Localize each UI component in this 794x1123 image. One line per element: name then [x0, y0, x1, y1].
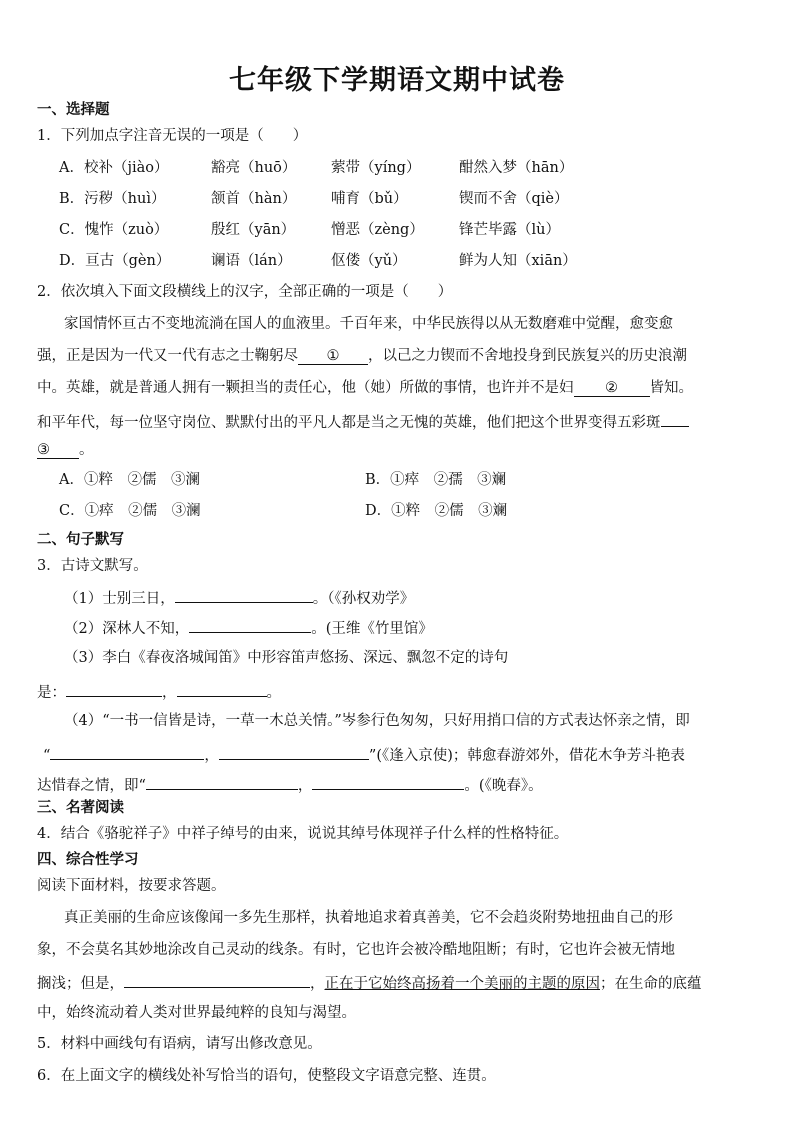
- q3-item-4-line-2: [43, 743, 685, 766]
- q3-item-4-line-3: [37, 773, 543, 796]
- q3-item-2-source: 。(王维《竹里馆》: [311, 621, 433, 637]
- material-line-3: [37, 971, 702, 994]
- q1-option-b-word4: 锲而不舍（qiè）: [459, 191, 569, 207]
- q1-option-a-word3: 萦带（yíng）: [331, 160, 421, 176]
- q3-item-4-text: ”(《逢入京使)；韩愈春游郊外，借花木争芳斗艳表: [368, 748, 685, 764]
- q3-item-2-blank[interactable]: [189, 616, 311, 633]
- open-quote: “: [43, 748, 51, 764]
- q2-blank-2[interactable]: ②: [574, 380, 650, 397]
- section-heading-classics: 三、名著阅读: [37, 800, 124, 816]
- q3-item-1-text: （1）士别三日，: [64, 591, 175, 607]
- comma: ，: [297, 778, 313, 794]
- q3-item-4-blank-3[interactable]: [146, 773, 298, 790]
- question-5-stem: 5．材料中画线句有语病，请写出修改意见。: [37, 1036, 322, 1052]
- section-heading-recitation: 二、句子默写: [37, 532, 124, 548]
- q2-text: 和平年代，每一位坚守岗位、默默付出的平凡人都是当之无愧的英雄，他们把这个世界变得五彩斑: [37, 415, 661, 431]
- reading-instruction: 阅读下面材料，按要求答题。: [37, 878, 226, 894]
- q3-item-4-blank-4[interactable]: [312, 773, 464, 790]
- q2-text: 强，正是因为一代又一代有志之士鞠躬尽: [37, 348, 298, 364]
- q1-option-d: D．亘古（gèn）: [59, 253, 171, 269]
- question-6-stem: 6．在上面文字的横线处补写恰当的语句，使整段文字语意完整、连贯。: [37, 1068, 496, 1084]
- q2-option-a[interactable]: A．①粹 ②儒 ③澜: [59, 472, 200, 488]
- comma: ，: [162, 685, 177, 701]
- q1-option-d-word2: 谰语（lán）: [211, 253, 292, 269]
- question-3-stem: 3．古诗文默写。: [37, 558, 148, 574]
- q2-passage-line-4: [37, 410, 689, 433]
- q3-item-3-blank-1[interactable]: [66, 680, 162, 697]
- q3-item-4-text: 达惜春之情，即“: [37, 778, 146, 794]
- q2-passage-line-3: [37, 378, 693, 398]
- q3-item-3-blank-2[interactable]: [177, 680, 267, 697]
- q1-option-a-word2: 豁亮（huō）: [211, 160, 297, 176]
- q2-text: 中。英雄，就是普通人拥有一颗担当的责任心，他（她）所做的事情，也许并不是妇: [37, 380, 574, 396]
- q1-option-b-word3: 哺育（bǔ）: [331, 191, 408, 207]
- q3-item-1-blank[interactable]: [175, 586, 313, 603]
- q2-text: ，以己之力锲而不舍地投身到民族复兴的历史浪潮: [368, 348, 687, 364]
- comma: ，: [204, 748, 219, 764]
- q1-option-a: A．校补（jiào）: [59, 160, 169, 176]
- page-title: 七年级下学期语文期中试卷: [229, 65, 565, 96]
- comma: ，: [310, 976, 325, 992]
- q3-item-4-source: 。(《晚春》。: [464, 778, 543, 794]
- q1-option-c-word4: 锋芒毕露（lù）: [459, 222, 560, 238]
- q2-text: 。: [79, 442, 94, 458]
- q2-text: 皆知。: [649, 380, 693, 396]
- material-line-1: 真正美丽的生命应该像闻一多先生那样，执着地追求着真善美，它不会趋炎附势地扭曲自己的形: [64, 910, 673, 926]
- question-4-stem: 4．结合《骆驼祥子》中祥子绰号的由来，说说其绰号体现祥子什么样的性格特征。: [37, 826, 569, 842]
- q3-item-2-text: （2）深林人不知，: [64, 621, 190, 637]
- material-text: ；在生命的底蕴: [600, 976, 702, 992]
- q3-item-4-blank-2[interactable]: [219, 743, 369, 760]
- q1-option-c: C．愧怍（zuò）: [59, 222, 169, 238]
- section-heading-integrated: 四、综合性学习: [37, 852, 139, 868]
- q3-item-2: [64, 616, 433, 639]
- q3-item-4: （4）“一书一信皆是诗，一草一木总关情。”岑参行色匆匆，只好用捎口信的方式表达怀亲之情，即: [64, 713, 690, 729]
- q1-option-b: B．污秽（huì）: [59, 191, 166, 207]
- question-1-stem: 1．下列加点字注音无误的一项是（ ）: [37, 128, 308, 144]
- q3-item-3: （3）李白《春夜洛城闻笛》中形容笛声悠扬、深远、飘忽不定的诗句: [64, 650, 509, 666]
- q3-item-4-blank-1[interactable]: [50, 743, 204, 760]
- q2-option-d[interactable]: D．①粹 ②儒 ③斓: [365, 503, 508, 519]
- underlined-sentence: 正在于它始终高扬着一个美丽的主题的原因: [324, 976, 600, 992]
- period: 。: [266, 685, 281, 701]
- q2-passage-line-1: 家国情怀亘古不变地流淌在国人的血液里。千百年来，中华民族得以从无数磨难中觉醒，愈变愈: [64, 316, 673, 332]
- q1-option-d-word3: 伛偻（yǔ）: [331, 253, 407, 269]
- q1-option-c-word2: 殷红（yān）: [211, 222, 296, 238]
- material-text: 搁浅；但是，: [37, 976, 124, 992]
- q3-item-3-label: 是：: [37, 685, 66, 701]
- q2-option-b[interactable]: B．①瘁 ②孺 ③斓: [365, 472, 507, 488]
- q2-blank-3-start[interactable]: [661, 410, 689, 427]
- question-2-stem: 2．依次填入下面文段横线上的汉字，全部正确的一项是（ ）: [37, 284, 453, 300]
- material-fill-blank[interactable]: [124, 971, 310, 988]
- material-line-2: 象，不会莫名其妙地涂改自己灵动的线条。有时，它也许会被冷酷地阻断；有时，它也许会被无情地: [37, 942, 675, 958]
- q2-blank-1[interactable]: ①: [298, 348, 368, 365]
- q1-option-c-word3: 憎恶（zèng）: [331, 222, 424, 238]
- q2-blank-3[interactable]: ③: [37, 442, 79, 459]
- q1-option-b-word2: 颔首（hàn）: [211, 191, 297, 207]
- q2-passage-line-5: [37, 440, 94, 460]
- q1-option-a-word4: 酣然入梦（hān）: [459, 160, 574, 176]
- q3-item-3-answer: [37, 680, 281, 703]
- section-heading-choice: 一、选择题: [37, 102, 110, 118]
- q2-option-c[interactable]: C．①瘁 ②儒 ③澜: [59, 503, 201, 519]
- material-line-4: 中，始终流动着人类对世界最纯粹的良知与渴望。: [37, 1005, 356, 1021]
- q2-passage-line-2: [37, 346, 687, 366]
- q1-option-d-word4: 鲜为人知（xiān）: [459, 253, 577, 269]
- q3-item-1: [64, 586, 414, 609]
- q3-item-1-source: 。（《孙权劝学》: [312, 591, 415, 607]
